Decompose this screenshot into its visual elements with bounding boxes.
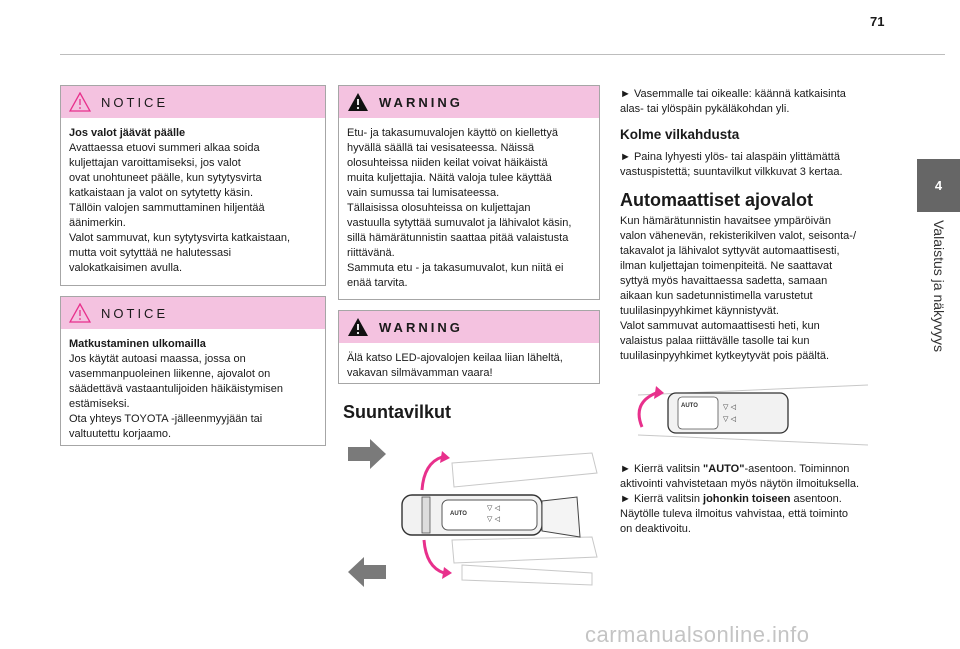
notice-title: NOTICE xyxy=(101,305,169,321)
warning-line: vakavan silmävamman vaara! xyxy=(347,367,493,379)
notice-line: Tällöin valojen sammuttaminen hiljentää xyxy=(69,202,265,214)
chapter-label-text: Valaistus ja näkyvyys xyxy=(930,220,947,353)
turn-signal-intro xyxy=(620,87,890,117)
warning-line: Sammuta etu - ja takasumuvalot, kun niitä ei xyxy=(347,262,564,274)
warning-triangle-icon xyxy=(69,92,91,112)
text-line: Valot sammuvat automaattisesti heti, kun xyxy=(620,320,820,332)
notice-line: Valot sammuvat, kun sytytysvirta katkaistaan, xyxy=(69,232,291,244)
text-line: ilman kuljettajan toimenpiteitä. Ne saattavat xyxy=(620,260,833,272)
warning-header xyxy=(339,86,599,118)
warning-body xyxy=(339,118,599,291)
step-text: ► Kierrä valitsin xyxy=(620,463,704,475)
warning-title: WARNING xyxy=(379,319,463,335)
svg-text:▽ ◁: ▽ ◁ xyxy=(723,415,736,423)
section-heading-suuntavilkut: Suuntavilkut xyxy=(343,402,452,422)
warning-box-led xyxy=(338,310,600,384)
warning-line: hyvällä säällä tai vesisateessa. Näissä xyxy=(347,142,535,154)
auto-text xyxy=(620,214,890,364)
warning-triangle-icon xyxy=(69,303,91,323)
text-line: Näytölle tuleva ilmoitus vahvistaa, että toiminto xyxy=(620,508,849,520)
footer-watermark[interactable]: carmanualsonline.info xyxy=(585,622,810,647)
warning-triangle-icon xyxy=(347,92,369,112)
warning-line: vastuulla sytyttää sumuvalot ja lähivalot käsin, xyxy=(347,217,572,229)
notice-line: Ota yhteys TOYOTA -jälleenmyyjään tai xyxy=(69,413,263,425)
text-line: alas- tai ylöspäin pykäläkohdan yli. xyxy=(620,103,790,115)
notice-line: valtuutettu korjaamo. xyxy=(69,428,172,440)
section-heading-kolme: Kolme vilkahdusta xyxy=(620,127,740,142)
notice-body xyxy=(61,118,325,276)
svg-text:▽ ◁: ▽ ◁ xyxy=(723,403,736,411)
arrow-right-icon xyxy=(346,437,388,471)
warning-line: enää tarvita. xyxy=(347,277,408,289)
warning-line: riittävänä. xyxy=(347,247,395,259)
notice-line: katkaistaan ja valot on sytytetty käsin. xyxy=(69,187,254,199)
text-line xyxy=(620,462,895,477)
warning-line: Tällaisissa olosuhteissa on kuljettajan xyxy=(347,202,531,214)
notice-line: Avattaessa etuovi summeri alkaa soida xyxy=(69,142,260,154)
notice-line: äänimerkin. xyxy=(69,217,126,229)
warning-line: sillä hämärätunnistin saattaa pitää valaistusta xyxy=(347,232,569,244)
text-line: tuulilasinpyyhkimet käynnistyvät. xyxy=(620,305,779,317)
text-line: ► Paina lyhyesti ylös- tai alaspäin ylittämättä xyxy=(620,151,840,163)
arrow-left-icon xyxy=(346,555,388,589)
step-text: asentoon. xyxy=(790,493,842,505)
page-number: 71 xyxy=(870,14,885,29)
notice-line: estämiseksi. xyxy=(69,398,130,410)
text-line: aktivointi vahvistetaan myös näytön ilmoituksella. xyxy=(620,478,860,490)
warning-triangle-icon xyxy=(347,317,369,337)
step-text: ► Kierrä valitsin xyxy=(620,493,704,505)
notice-box-lights xyxy=(60,85,326,286)
notice-line: mutta voit sytyttää ne halutessasi xyxy=(69,247,232,259)
warning-line: Etu- ja takasumuvalojen käyttö on kiellettyä xyxy=(347,127,558,139)
notice-line: kuljettajan varoittamiseksi, jos valot xyxy=(69,157,241,169)
section-heading-auto: Automaattiset ajovalot xyxy=(620,190,814,210)
notice-lead: Matkustaminen ulkomailla xyxy=(69,338,206,350)
stalk-auto-label: AUTO xyxy=(450,511,467,517)
indicator-stalk-illustration xyxy=(392,445,602,590)
warning-title: WARNING xyxy=(379,94,463,110)
notice-body xyxy=(61,329,325,442)
text-line: aikaan kun sadetunnistimella varustetut xyxy=(620,290,813,302)
text-line: ► Vasemmalle tai oikealle: käännä katkaisinta xyxy=(620,88,846,100)
text-line: tuulilasinpyyhkimet kytkeytyvät pois päältä. xyxy=(620,350,830,362)
warning-line: vain sumussa tai lumisateessa. xyxy=(347,187,500,199)
notice-line: Jos käytät autoasi maassa, jossa on xyxy=(69,353,246,365)
warning-line: olosuhteissa niiden keilat voivat häikäistä xyxy=(347,157,548,169)
auto-lights-switch-illustration xyxy=(618,375,876,453)
notice-line: valokatkaisimen avulla. xyxy=(69,262,183,274)
chapter-label xyxy=(917,220,960,370)
notice-box-abroad xyxy=(60,296,326,446)
notice-header xyxy=(61,86,325,118)
notice-header xyxy=(61,297,325,329)
text-line: takavalot ja lähivalot syttyvät automaattisesti, xyxy=(620,245,840,257)
text-line: syttyä myös havaittaessa sadetta, samaan xyxy=(620,275,828,287)
svg-text:▽ ◁: ▽ ◁ xyxy=(487,504,500,512)
notice-line: ovat unohtuneet päälle, kun sytytysvirta xyxy=(69,172,262,184)
warning-line: Älä katso LED-ajovalojen keilaa liian läheltä, xyxy=(347,352,563,364)
text-line: vastuspistettä; suuntavilkut vilkkuvat 3 kertaa. xyxy=(620,166,843,178)
svg-text:▽ ◁: ▽ ◁ xyxy=(487,515,500,523)
notice-line: vasemmanpuoleinen liikenne, ajovalot on xyxy=(69,368,271,380)
step-bold: "AUTO" xyxy=(703,463,745,475)
notice-lead: Jos valot jäävät päälle xyxy=(69,127,186,139)
warning-line: muita kuljettajia. Näitä valoja tulee käyttää xyxy=(347,172,552,184)
warning-box-fog xyxy=(338,85,600,300)
warning-body xyxy=(339,343,599,381)
notice-title: NOTICE xyxy=(101,94,169,110)
switch-auto-label: AUTO xyxy=(681,403,698,409)
text-line: Kun hämärätunnistin havaitsee ympäröivän xyxy=(620,215,831,227)
auto-steps xyxy=(620,462,895,537)
notice-line: säädettävä vastaantulijoiden häikäistymisen xyxy=(69,383,284,395)
text-line: valaistus palaa riittävälle tasolle tai kun xyxy=(620,335,810,347)
text-line: on deaktivoitu. xyxy=(620,523,691,535)
text-line xyxy=(620,492,895,507)
kolme-text xyxy=(620,150,890,180)
step-text: -asentoon. Toiminnon xyxy=(744,463,850,475)
warning-header xyxy=(339,311,599,343)
top-divider xyxy=(60,54,945,55)
text-line: valon vähenevän, rekisterikilven valot, seisonta-/ xyxy=(620,230,857,242)
chapter-tab[interactable]: 4 xyxy=(917,159,960,212)
step-bold: johonkin toiseen xyxy=(703,493,791,505)
